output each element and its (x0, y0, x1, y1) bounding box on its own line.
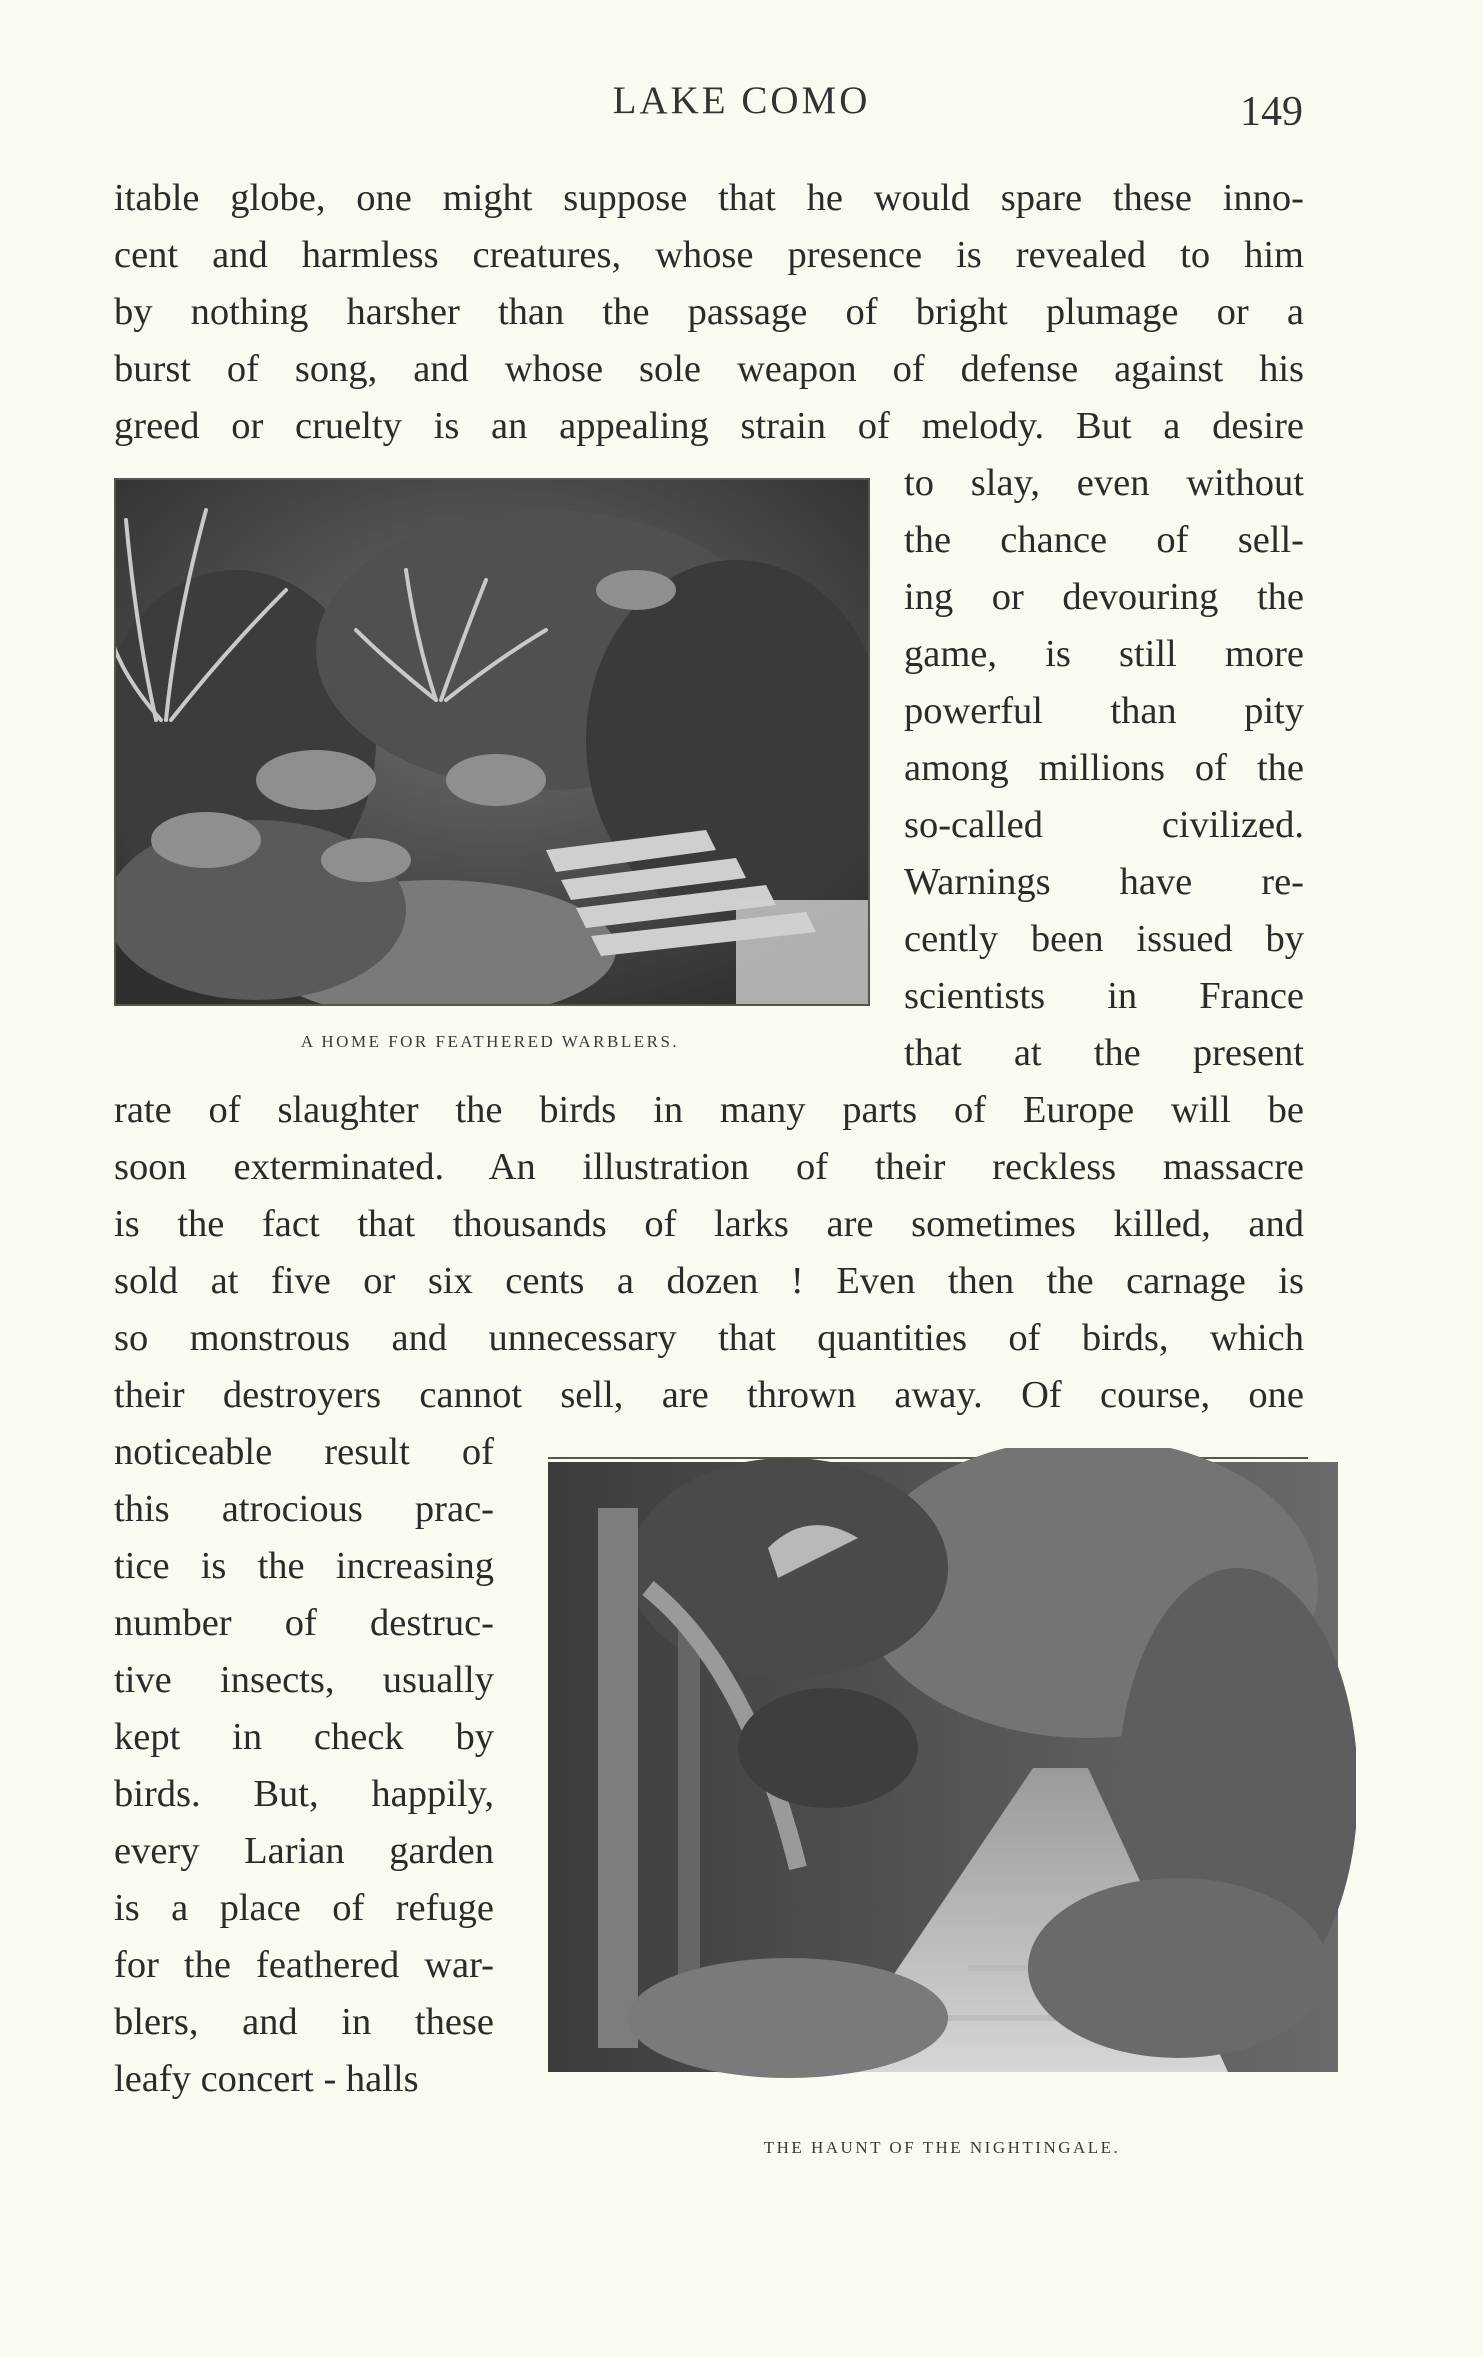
text-line: cent and harmless creatures, whose presence is revealed to him (114, 234, 1304, 276)
text-line: scientists in France (904, 975, 1304, 1017)
avenue-photo (528, 1448, 1356, 2082)
text-line: Warnings have re- (904, 861, 1304, 903)
text-line: cently been issued by (904, 918, 1304, 960)
text-line: is the fact that thousands of larks are sometimes killed, and (114, 1203, 1304, 1245)
text-line: among millions of the (904, 747, 1304, 789)
text-line: so monstrous and unnecessary that quantities of birds, which (114, 1317, 1304, 1359)
text-line: itable globe, one might suppose that he would spare these inno- (114, 177, 1304, 219)
text-line: greed or cruelty is an appealing strain of melody. But a desire (114, 405, 1304, 447)
text-line: to slay, even without (904, 462, 1304, 504)
text-line: game, is still more (904, 633, 1304, 675)
text-line: soon exterminated. An illustration of their reckless massacre (114, 1146, 1304, 1188)
text-line: that at the present (904, 1032, 1304, 1074)
text-line: birds. But, happily, (114, 1773, 494, 1815)
text-line: noticeable result of (114, 1431, 494, 1473)
garden-photo (114, 478, 870, 1006)
text-line: so-called civilized. (904, 804, 1304, 846)
text-line: is a place of refuge (114, 1887, 494, 1929)
text-line: blers, and in these (114, 2001, 494, 2043)
figure-caption-garden: A HOME FOR FEATHERED WARBLERS. (300, 1032, 680, 1051)
text-line: this atrocious prac- (114, 1488, 494, 1530)
text-line: the chance of sell- (904, 519, 1304, 561)
text-line: kept in check by (114, 1716, 494, 1758)
text-line: powerful than pity (904, 690, 1304, 732)
text-line: sold at five or six cents a dozen ! Even then the carnage is (114, 1260, 1304, 1302)
text-line: burst of song, and whose sole weapon of defense against his (114, 348, 1304, 390)
text-line: rate of slaughter the birds in many parts of Europe will be (114, 1089, 1304, 1131)
text-line: every Larian garden (114, 1830, 494, 1872)
figure-caption-avenue: THE HAUNT OF THE NIGHTINGALE. (763, 2138, 1121, 2157)
text-line: for the feathered war- (114, 1944, 494, 1986)
page-number: 149 (1240, 89, 1303, 135)
page-header-title: LAKE COMO (612, 79, 871, 122)
text-line: their destroyers cannot sell, are thrown away. Of course, one (114, 1374, 1304, 1416)
text-line: by nothing harsher than the passage of bright plumage or a (114, 291, 1304, 333)
text-line: ing or devouring the (904, 576, 1304, 618)
text-line: tice is the increasing (114, 1545, 494, 1587)
text-line: tive insects, usually (114, 1659, 494, 1701)
text-line: leafy concert - halls (114, 2058, 419, 2100)
text-line: number of destruc- (114, 1602, 494, 1644)
